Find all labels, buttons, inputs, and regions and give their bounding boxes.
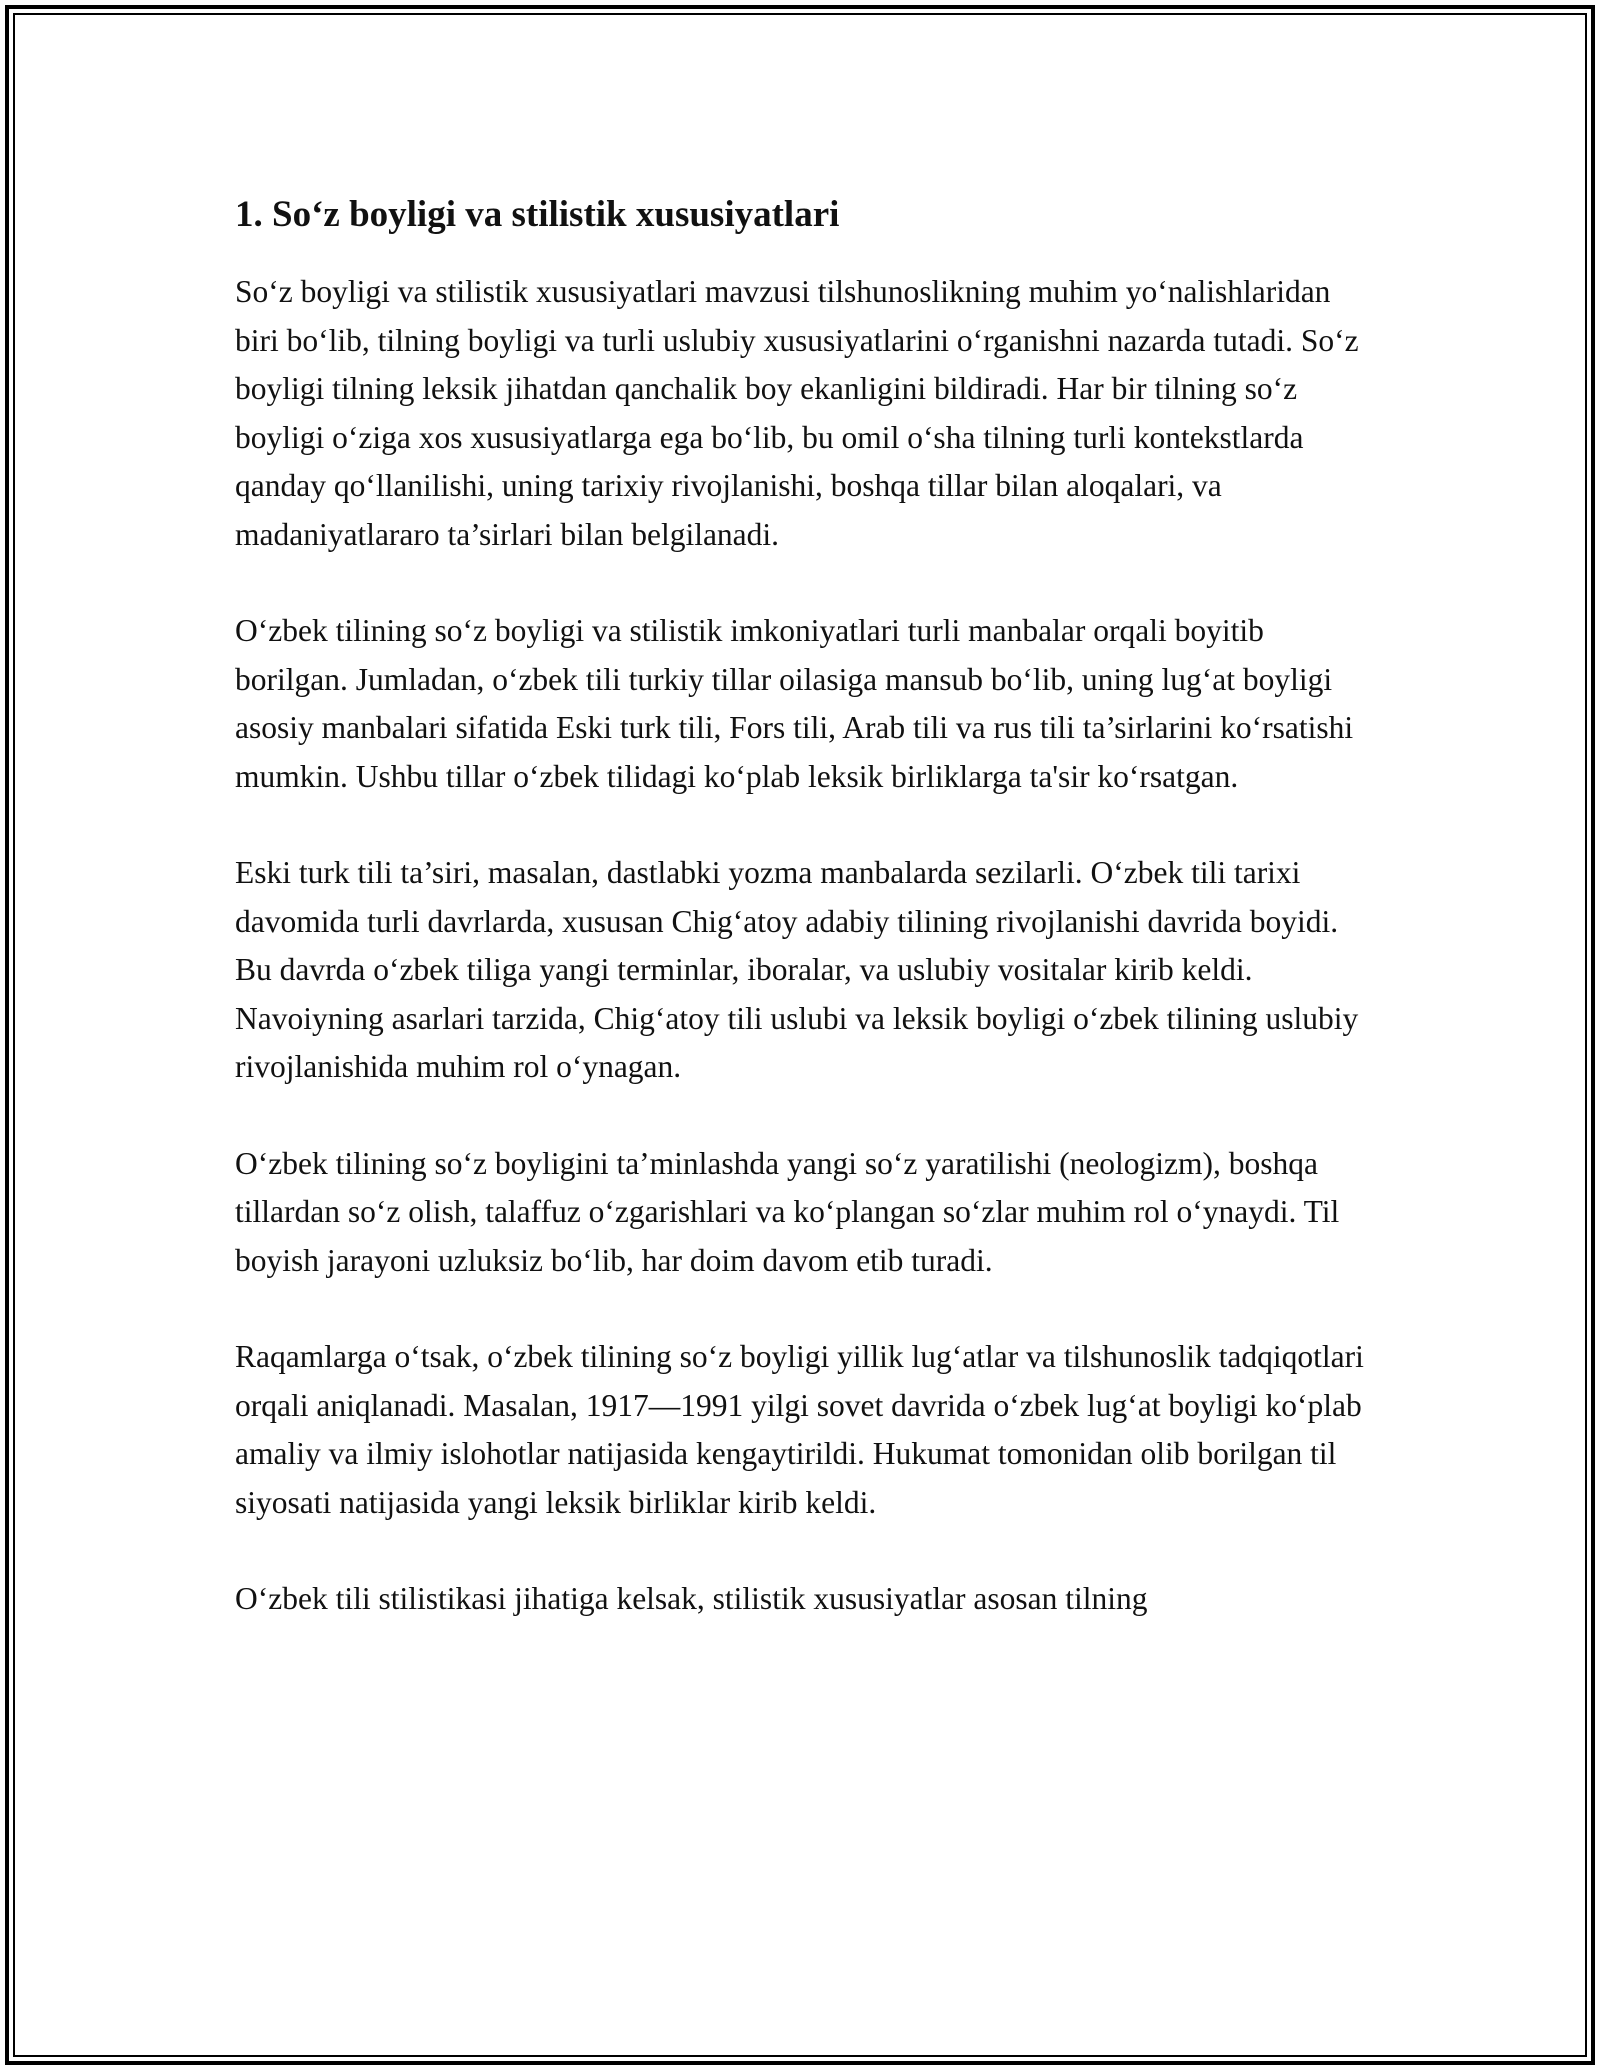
document-body	[235, 188, 1370, 1672]
paragraph-5: Raqamlarga o‘tsak, o‘zbek tilining so‘z boyligi yillik lug‘atlar va tilshunoslik tadqiqotlari orqali aniqlanadi. Masalan, 1917—1991 yilgi sovet davrida o‘zbek lug‘at boyligi ko‘plab amaliy va ilmiy islohotlar natijasida kengaytirildi. Hukumat tomonidan olib borilgan til siyosati natijasida yangi leksik birliklar kirib keldi.	[235, 1339, 1364, 1520]
paragraph-6: O‘zbek tili stilistikasi jihatiga kelsak, stilistik xususiyatlar asosan tilning	[235, 1581, 1148, 1616]
paragraph-3: Eski turk tili ta’siri, masalan, dastlabki yozma manbalarda sezilarli. O‘zbek tili tarixi davomida turli davrlarda, xususan Chig‘atoy adabiy tilining rivojlanishi davrida boyidi. Bu davrda o‘zbek tiliga yangi terminlar, iboralar, va uslubiy vositalar kirib keldi. Navoiyning asarlari tarzida, Chig‘atoy tili uslubi va leksik boyligi o‘zbek tilining uslubiy rivojlanishida muhim rol o‘ynagan.	[235, 855, 1359, 1084]
section-heading: 1. So‘z boyligi va stilistik xususiyatlari	[235, 194, 840, 235]
paragraph-2: O‘zbek tilining so‘z boyligi va stilistik imkoniyatlari turli manbalar orqali boyitib borilgan. Jumladan, o‘zbek tili turkiy tillar oilasiga mansub bo‘lib, uning lug‘at boyligi asosiy manbalari sifatida Eski turk tili, Fors tili, Arab tili va rus tili ta’sirlarini ko‘rsatishi mumkin. Ushbu tillar o‘zbek tilidagi ko‘plab leksik birliklarga ta'sir ko‘rsatgan.	[235, 613, 1354, 794]
paragraph-1: So‘z boyligi va stilistik xususiyatlari mavzusi tilshunoslikning muhim yo‘nalishlaridan biri bo‘lib, tilning boyligi va turli uslubiy xususiyatlarini o‘rganishni nazarda tutadi. So‘z boyligi tilning leksik jihatdan qanchalik boy ekanligini bildiradi. Har bir tilning so‘z boyligi o‘ziga xos xususiyatlarga ega bo‘lib, bu omil o‘sha tilning turli kontekstlarda qanday qo‘llanilishi, uning tarixiy rivojlanishi, boshqa tillar bilan aloqalari, va madaniyatlararo ta’sirlari bilan belgilanadi.	[235, 274, 1359, 552]
paragraph-4: O‘zbek tilining so‘z boyligini ta’minlashda yangi so‘z yaratilishi (neologizm), boshqa tillardan so‘z olish, talaffuz o‘zgarishlari va ko‘plangan so‘zlar muhim rol o‘ynaydi. Til boyish jarayoni uzluksiz bo‘lib, har doim davom etib turadi.	[235, 1145, 1340, 1278]
